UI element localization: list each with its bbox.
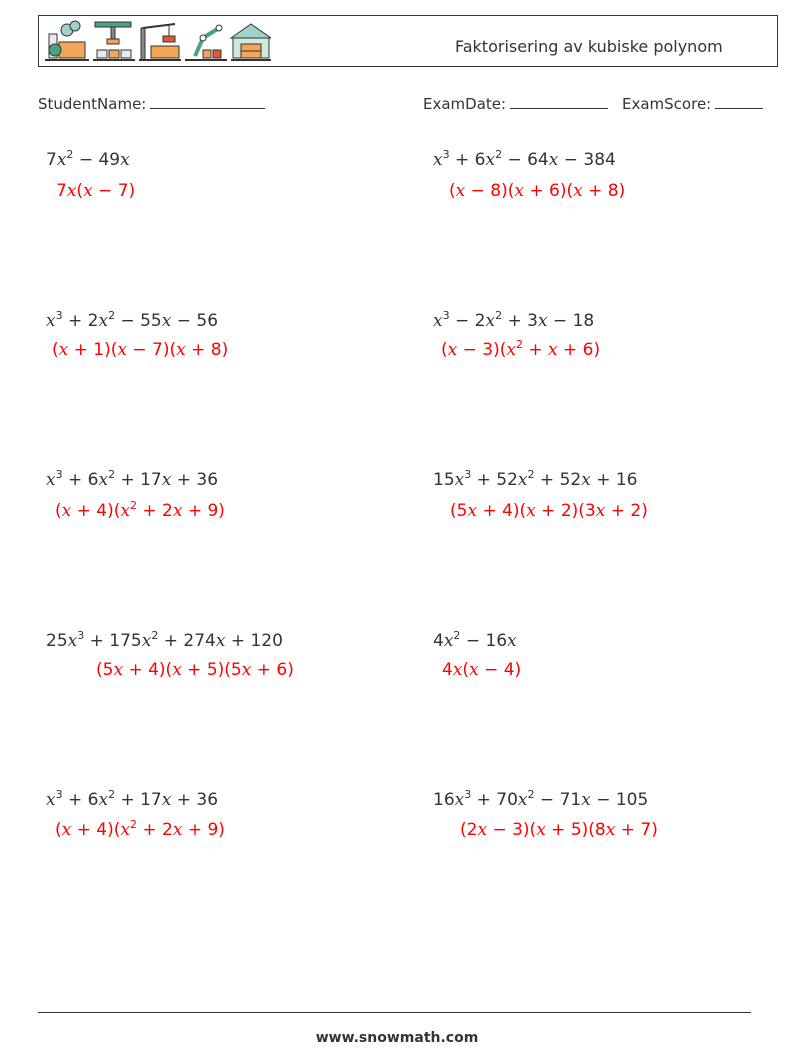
problem-answer: (x + 1)(x − 7)(x + 8) xyxy=(52,340,229,360)
problem-answer: $(x + 4)(x^2 + 2x + 9)$ xyxy=(55,499,225,521)
student-name-label: StudentName: xyxy=(38,95,147,113)
problem-answer: 4x(x − 4) xyxy=(442,660,522,680)
problem-question: $x^3 + 6x^2 + 17x + 36$ xyxy=(46,788,219,810)
exam-score-line[interactable] xyxy=(715,94,763,109)
problem-answer: (5x + 4)(x + 5)(5x + 6) xyxy=(96,660,294,680)
student-name-line[interactable] xyxy=(150,94,265,109)
warehouse-icon xyxy=(231,24,271,60)
problem-question: $7x^2 - 49x$ xyxy=(46,148,130,170)
exam-date-line[interactable] xyxy=(510,94,608,109)
problem-question: $x^3 + 6x^2 + 17x + 36$ xyxy=(46,468,219,490)
footer-website[interactable]: www.snowmath.com xyxy=(315,1030,479,1046)
worksheet-title: Faktorisering av kubiske polynom xyxy=(455,37,723,56)
problem-answer: (2x − 3)(x + 5)(8x + 7) xyxy=(460,820,658,840)
problem-answer: $(x + 4)(x^2 + 2x + 9)$ xyxy=(55,818,225,840)
exam-date-label: ExamDate: xyxy=(423,95,507,113)
problem-question: $16x^3 + 70x^2 - 71x - 105$ xyxy=(433,788,649,810)
problem-answer: $(x - 3)(x^2 + x + 6)$ xyxy=(441,338,601,360)
problem-question: $25x^3 + 175x^2 + 274x + 120$ xyxy=(46,629,283,651)
problem-question: $15x^3 + 52x^2 + 52x + 16$ xyxy=(433,468,638,490)
assembly-press-icon xyxy=(93,22,135,60)
exam-date-field[interactable] xyxy=(423,94,608,113)
problem-question: $x^3 - 2x^2 + 3x - 18$ xyxy=(433,309,595,331)
problem-question: $x^3 + 2x^2 - 55x - 56$ xyxy=(46,309,219,331)
header-box xyxy=(38,15,778,67)
exam-score-label: ExamScore: xyxy=(622,95,712,113)
problem-answer: 7x(x − 7) xyxy=(56,181,136,201)
problem-question: $4x^2 - 16x$ xyxy=(433,629,517,651)
problem-answer: (5x + 4)(x + 2)(3x + 2) xyxy=(450,501,648,521)
factory-smoke-icon xyxy=(45,21,89,60)
problem-question: $x^3 + 6x^2 - 64x - 384$ xyxy=(433,148,616,170)
crane-loading-icon xyxy=(139,24,181,60)
footer-divider xyxy=(38,1012,751,1013)
robot-arm-icon xyxy=(185,25,227,60)
exam-score-field[interactable] xyxy=(622,94,763,113)
header-illustration xyxy=(45,20,271,64)
problem-answer: (x − 8)(x + 6)(x + 8) xyxy=(449,181,626,201)
student-name-field[interactable] xyxy=(38,94,265,113)
